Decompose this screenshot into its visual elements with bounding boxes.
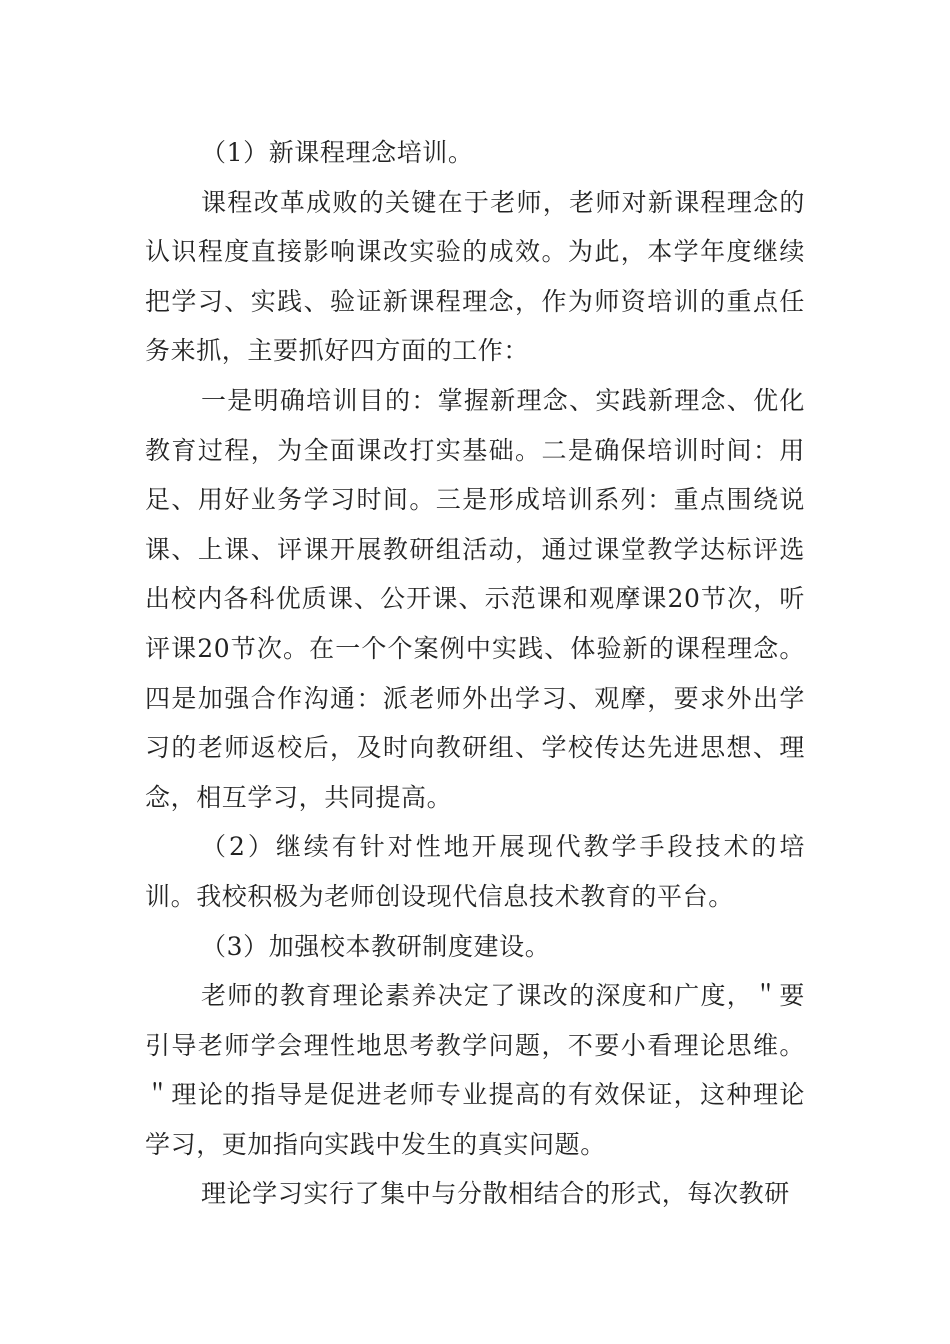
paragraph-theory-study: 理论学习实行了集中与分散相结合的形式，每次教研 — [201, 1179, 790, 1209]
paragraph-heading-1: （1）新课程理念培训。 — [201, 138, 474, 167]
paragraph-four-aspects: 一是明确培训目的：掌握新理念、实践新理念、优化教育过程，为全面课改打实基础。二是确保培训时间：用足、用好业务学习时间。三是形成培训系列：重点围绕说课、上课、评课开展教研组活动，通过课堂教学达标评选出校内各科优质课、公开课、示范课和观摩课20节次，听评课20节次。在一个个案例中实践、体验新的课程理念。四是加强合作沟通：派老师外出学习、观摩，要求外出学习的老师返校后，及时向教研组、学校传达先进思想、理念，相互学习，共同提高。 — [145, 385, 805, 812]
paragraph-reform-key: 课程改革成败的关键在于老师，老师对新课程理念的认识程度直接影响课改实验的成效。为此，本学年度继续把学习、实践、验证新课程理念，作为师资培训的重点任务来抓，主要抓好四方面的工作： — [145, 187, 805, 366]
paragraph-heading-3: （3）加强校本教研制度建设。 — [201, 931, 551, 961]
document-body — [145, 128, 805, 1219]
paragraph-heading-2: （2）继续有针对性地开展现代教学手段技术的培训。我校积极为老师创设现代信息技术教育的平台。 — [145, 832, 805, 911]
paragraph-theory-literacy: 老师的教育理论素养决定了课改的深度和广度，＂要引导老师学会理性地思考教学问题，不要小看理论思维。＂理论的指导是促进老师专业提高的有效保证，这种理论学习，更加指向实践中发生的真实问题。 — [145, 981, 805, 1159]
